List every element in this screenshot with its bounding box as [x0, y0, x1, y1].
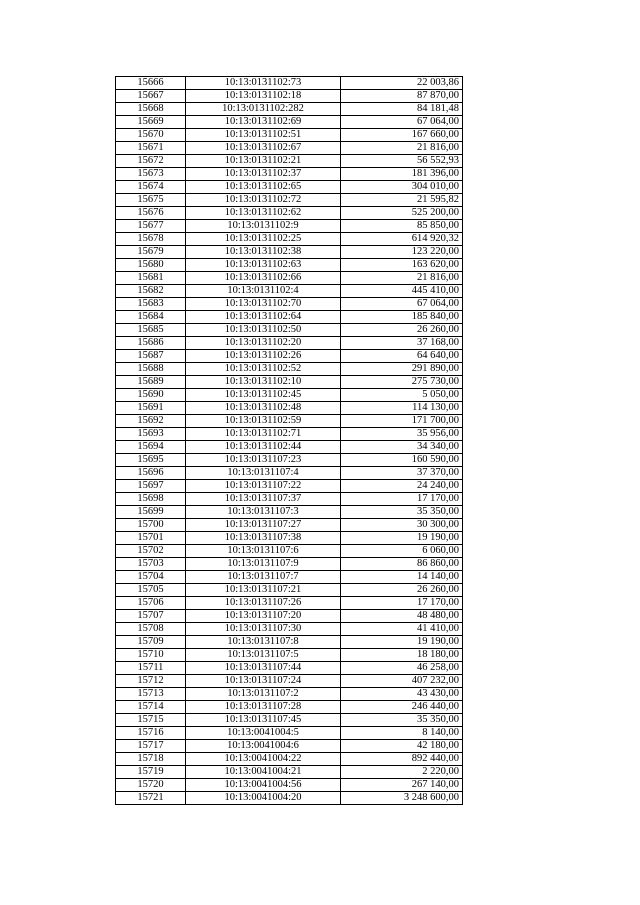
row-number-cell: 15667: [116, 90, 186, 103]
row-number-cell: 15687: [116, 350, 186, 363]
amount-cell: 123 220,00: [341, 246, 463, 259]
table-row: [116, 441, 463, 454]
amount-cell: 160 590,00: [341, 454, 463, 467]
table-row: [116, 259, 463, 272]
table-row: [116, 428, 463, 441]
cadastral-number-cell: 10:13:0131102:20: [186, 337, 341, 350]
row-number-cell: 15675: [116, 194, 186, 207]
cadastral-number-cell: 10:13:0131102:72: [186, 194, 341, 207]
cadastral-number-cell: 10:13:0131102:63: [186, 259, 341, 272]
table-row: [116, 636, 463, 649]
table-row: [116, 233, 463, 246]
amount-cell: 445 410,00: [341, 285, 463, 298]
row-number-cell: 15707: [116, 610, 186, 623]
amount-cell: 171 700,00: [341, 415, 463, 428]
table-row: [116, 610, 463, 623]
row-number-cell: 15702: [116, 545, 186, 558]
amount-cell: 167 660,00: [341, 129, 463, 142]
row-number-cell: 15716: [116, 727, 186, 740]
row-number-cell: 15666: [116, 77, 186, 90]
table-row: [116, 324, 463, 337]
cadastral-number-cell: 10:13:0131102:51: [186, 129, 341, 142]
row-number-cell: 15721: [116, 792, 186, 805]
row-number-cell: 15676: [116, 207, 186, 220]
table-row: [116, 246, 463, 259]
amount-cell: 163 620,00: [341, 259, 463, 272]
table-row: [116, 740, 463, 753]
table-row: [116, 675, 463, 688]
row-number-cell: 15683: [116, 298, 186, 311]
cadastral-number-cell: 10:13:0131102:52: [186, 363, 341, 376]
row-number-cell: 15708: [116, 623, 186, 636]
cadastral-number-cell: 10:13:0131102:37: [186, 168, 341, 181]
amount-cell: 30 300,00: [341, 519, 463, 532]
table-row: [116, 363, 463, 376]
table-row: [116, 454, 463, 467]
table-row: [116, 181, 463, 194]
amount-cell: 21 816,00: [341, 142, 463, 155]
table-row: [116, 207, 463, 220]
table-row: [116, 77, 463, 90]
row-number-cell: 15677: [116, 220, 186, 233]
cadastral-number-cell: 10:13:0041004:20: [186, 792, 341, 805]
table-row: [116, 272, 463, 285]
row-number-cell: 15680: [116, 259, 186, 272]
cadastral-number-cell: 10:13:0131107:30: [186, 623, 341, 636]
row-number-cell: 15679: [116, 246, 186, 259]
table-row: [116, 155, 463, 168]
cadastral-number-cell: 10:13:0131107:28: [186, 701, 341, 714]
amount-cell: 21 816,00: [341, 272, 463, 285]
table-row: [116, 597, 463, 610]
amount-cell: 56 552,93: [341, 155, 463, 168]
row-number-cell: 15685: [116, 324, 186, 337]
table-row: [116, 350, 463, 363]
cadastral-number-cell: 10:13:0131102:65: [186, 181, 341, 194]
table-row: [116, 792, 463, 805]
table-row: [116, 415, 463, 428]
amount-cell: 67 064,00: [341, 298, 463, 311]
row-number-cell: 15668: [116, 103, 186, 116]
cadastral-number-cell: 10:13:0131107:4: [186, 467, 341, 480]
row-number-cell: 15713: [116, 688, 186, 701]
row-number-cell: 15690: [116, 389, 186, 402]
cadastral-number-cell: 10:13:0131107:24: [186, 675, 341, 688]
table-row: [116, 90, 463, 103]
amount-cell: 26 260,00: [341, 584, 463, 597]
table-row: [116, 129, 463, 142]
amount-cell: 64 640,00: [341, 350, 463, 363]
cadastral-number-cell: 10:13:0131102:71: [186, 428, 341, 441]
cadastral-number-cell: 10:13:0131102:69: [186, 116, 341, 129]
table-row: [116, 311, 463, 324]
amount-cell: 407 232,00: [341, 675, 463, 688]
table-body: [116, 77, 463, 805]
cadastral-number-cell: 10:13:0131107:27: [186, 519, 341, 532]
table-row: [116, 584, 463, 597]
cadastral-number-cell: 10:13:0131107:44: [186, 662, 341, 675]
row-number-cell: 15694: [116, 441, 186, 454]
cadastral-number-cell: 10:13:0041004:56: [186, 779, 341, 792]
table-row: [116, 701, 463, 714]
cadastral-number-cell: 10:13:0131102:38: [186, 246, 341, 259]
table-row: [116, 623, 463, 636]
row-number-cell: 15678: [116, 233, 186, 246]
amount-cell: 275 730,00: [341, 376, 463, 389]
cadastral-number-cell: 10:13:0131102:4: [186, 285, 341, 298]
row-number-cell: 15693: [116, 428, 186, 441]
table-row: [116, 493, 463, 506]
row-number-cell: 15697: [116, 480, 186, 493]
cadastral-number-cell: 10:13:0131102:25: [186, 233, 341, 246]
row-number-cell: 15698: [116, 493, 186, 506]
table-row: [116, 519, 463, 532]
cadastral-number-cell: 10:13:0041004:5: [186, 727, 341, 740]
row-number-cell: 15686: [116, 337, 186, 350]
table-row: [116, 480, 463, 493]
cadastral-number-cell: 10:13:0131107:20: [186, 610, 341, 623]
amount-cell: 3 248 600,00: [341, 792, 463, 805]
cadastral-number-cell: 10:13:0131102:9: [186, 220, 341, 233]
cadastral-number-cell: 10:13:0131107:5: [186, 649, 341, 662]
cadastral-number-cell: 10:13:0131102:10: [186, 376, 341, 389]
amount-cell: 48 480,00: [341, 610, 463, 623]
amount-cell: 525 200,00: [341, 207, 463, 220]
row-number-cell: 15717: [116, 740, 186, 753]
amount-cell: 185 840,00: [341, 311, 463, 324]
cadastral-number-cell: 10:13:0131107:6: [186, 545, 341, 558]
amount-cell: 22 003,86: [341, 77, 463, 90]
cadastral-number-cell: 10:13:0131107:45: [186, 714, 341, 727]
table-row: [116, 649, 463, 662]
amount-cell: 2 220,00: [341, 766, 463, 779]
row-number-cell: 15670: [116, 129, 186, 142]
amount-cell: 17 170,00: [341, 597, 463, 610]
amount-cell: 19 190,00: [341, 532, 463, 545]
row-number-cell: 15695: [116, 454, 186, 467]
amount-cell: 41 410,00: [341, 623, 463, 636]
amount-cell: 24 240,00: [341, 480, 463, 493]
table-row: [116, 194, 463, 207]
row-number-cell: 15712: [116, 675, 186, 688]
table-row: [116, 714, 463, 727]
amount-cell: 46 258,00: [341, 662, 463, 675]
amount-cell: 19 190,00: [341, 636, 463, 649]
table-row: [116, 103, 463, 116]
amount-cell: 14 140,00: [341, 571, 463, 584]
row-number-cell: 15674: [116, 181, 186, 194]
row-number-cell: 15673: [116, 168, 186, 181]
row-number-cell: 15692: [116, 415, 186, 428]
row-number-cell: 15669: [116, 116, 186, 129]
table-row: [116, 389, 463, 402]
row-number-cell: 15688: [116, 363, 186, 376]
amount-cell: 114 130,00: [341, 402, 463, 415]
table-row: [116, 571, 463, 584]
amount-cell: 246 440,00: [341, 701, 463, 714]
table-row: [116, 220, 463, 233]
cadastral-number-cell: 10:13:0041004:21: [186, 766, 341, 779]
cadastral-number-cell: 10:13:0131107:21: [186, 584, 341, 597]
row-number-cell: 15699: [116, 506, 186, 519]
cadastral-number-cell: 10:13:0131102:48: [186, 402, 341, 415]
table-row: [116, 285, 463, 298]
cadastral-number-cell: 10:13:0131107:2: [186, 688, 341, 701]
cadastral-number-cell: 10:13:0131102:67: [186, 142, 341, 155]
table-row: [116, 766, 463, 779]
row-number-cell: 15719: [116, 766, 186, 779]
amount-cell: 85 850,00: [341, 220, 463, 233]
cadastral-number-cell: 10:13:0131102:50: [186, 324, 341, 337]
cadastral-number-cell: 10:13:0131102:59: [186, 415, 341, 428]
cadastral-number-cell: 10:13:0131107:38: [186, 532, 341, 545]
cadastral-number-cell: 10:13:0131102:62: [186, 207, 341, 220]
table-row: [116, 116, 463, 129]
amount-cell: 267 140,00: [341, 779, 463, 792]
table-row: [116, 727, 463, 740]
data-table: [115, 76, 463, 805]
amount-cell: 5 050,00: [341, 389, 463, 402]
row-number-cell: 15703: [116, 558, 186, 571]
amount-cell: 84 181,48: [341, 103, 463, 116]
table-row: [116, 532, 463, 545]
cadastral-number-cell: 10:13:0041004:22: [186, 753, 341, 766]
table-row: [116, 779, 463, 792]
amount-cell: 614 920,32: [341, 233, 463, 246]
cadastral-number-cell: 10:13:0131102:26: [186, 350, 341, 363]
table-row: [116, 168, 463, 181]
cadastral-number-cell: 10:13:0131102:45: [186, 389, 341, 402]
cadastral-number-cell: 10:13:0131107:8: [186, 636, 341, 649]
amount-cell: 304 010,00: [341, 181, 463, 194]
table-row: [116, 467, 463, 480]
row-number-cell: 15691: [116, 402, 186, 415]
row-number-cell: 15684: [116, 311, 186, 324]
row-number-cell: 15682: [116, 285, 186, 298]
table-row: [116, 142, 463, 155]
amount-cell: 35 350,00: [341, 714, 463, 727]
cadastral-number-cell: 10:13:0131107:23: [186, 454, 341, 467]
cadastral-number-cell: 10:13:0131102:18: [186, 90, 341, 103]
table-row: [116, 688, 463, 701]
row-number-cell: 15720: [116, 779, 186, 792]
amount-cell: 26 260,00: [341, 324, 463, 337]
amount-cell: 8 140,00: [341, 727, 463, 740]
table-row: [116, 662, 463, 675]
row-number-cell: 15710: [116, 649, 186, 662]
table-row: [116, 506, 463, 519]
amount-cell: 37 168,00: [341, 337, 463, 350]
amount-cell: 37 370,00: [341, 467, 463, 480]
row-number-cell: 15671: [116, 142, 186, 155]
cadastral-number-cell: 10:13:0131107:26: [186, 597, 341, 610]
amount-cell: 67 064,00: [341, 116, 463, 129]
table-row: [116, 753, 463, 766]
cadastral-number-cell: 10:13:0131102:64: [186, 311, 341, 324]
cadastral-number-cell: 10:13:0131102:73: [186, 77, 341, 90]
cadastral-number-cell: 10:13:0041004:6: [186, 740, 341, 753]
cadastral-number-cell: 10:13:0131107:37: [186, 493, 341, 506]
amount-cell: 87 870,00: [341, 90, 463, 103]
row-number-cell: 15689: [116, 376, 186, 389]
amount-cell: 34 340,00: [341, 441, 463, 454]
amount-cell: 42 180,00: [341, 740, 463, 753]
amount-cell: 43 430,00: [341, 688, 463, 701]
row-number-cell: 15681: [116, 272, 186, 285]
amount-cell: 17 170,00: [341, 493, 463, 506]
row-number-cell: 15705: [116, 584, 186, 597]
cadastral-number-cell: 10:13:0131102:21: [186, 155, 341, 168]
row-number-cell: 15701: [116, 532, 186, 545]
table-row: [116, 298, 463, 311]
amount-cell: 291 890,00: [341, 363, 463, 376]
row-number-cell: 15706: [116, 597, 186, 610]
table-row: [116, 545, 463, 558]
table-row: [116, 558, 463, 571]
cadastral-number-cell: 10:13:0131107:22: [186, 480, 341, 493]
row-number-cell: 15711: [116, 662, 186, 675]
amount-cell: 892 440,00: [341, 753, 463, 766]
cadastral-number-cell: 10:13:0131102:282: [186, 103, 341, 116]
table-row: [116, 402, 463, 415]
table-row: [116, 337, 463, 350]
amount-cell: 181 396,00: [341, 168, 463, 181]
cadastral-number-cell: 10:13:0131107:9: [186, 558, 341, 571]
cadastral-number-cell: 10:13:0131107:3: [186, 506, 341, 519]
cadastral-number-cell: 10:13:0131102:70: [186, 298, 341, 311]
row-number-cell: 15696: [116, 467, 186, 480]
row-number-cell: 15700: [116, 519, 186, 532]
row-number-cell: 15714: [116, 701, 186, 714]
row-number-cell: 15709: [116, 636, 186, 649]
amount-cell: 86 860,00: [341, 558, 463, 571]
row-number-cell: 15718: [116, 753, 186, 766]
table-row: [116, 376, 463, 389]
cadastral-number-cell: 10:13:0131102:66: [186, 272, 341, 285]
row-number-cell: 15715: [116, 714, 186, 727]
amount-cell: 21 595,82: [341, 194, 463, 207]
row-number-cell: 15704: [116, 571, 186, 584]
cadastral-number-cell: 10:13:0131102:44: [186, 441, 341, 454]
amount-cell: 6 060,00: [341, 545, 463, 558]
amount-cell: 18 180,00: [341, 649, 463, 662]
amount-cell: 35 956,00: [341, 428, 463, 441]
row-number-cell: 15672: [116, 155, 186, 168]
cadastral-number-cell: 10:13:0131107:7: [186, 571, 341, 584]
amount-cell: 35 350,00: [341, 506, 463, 519]
